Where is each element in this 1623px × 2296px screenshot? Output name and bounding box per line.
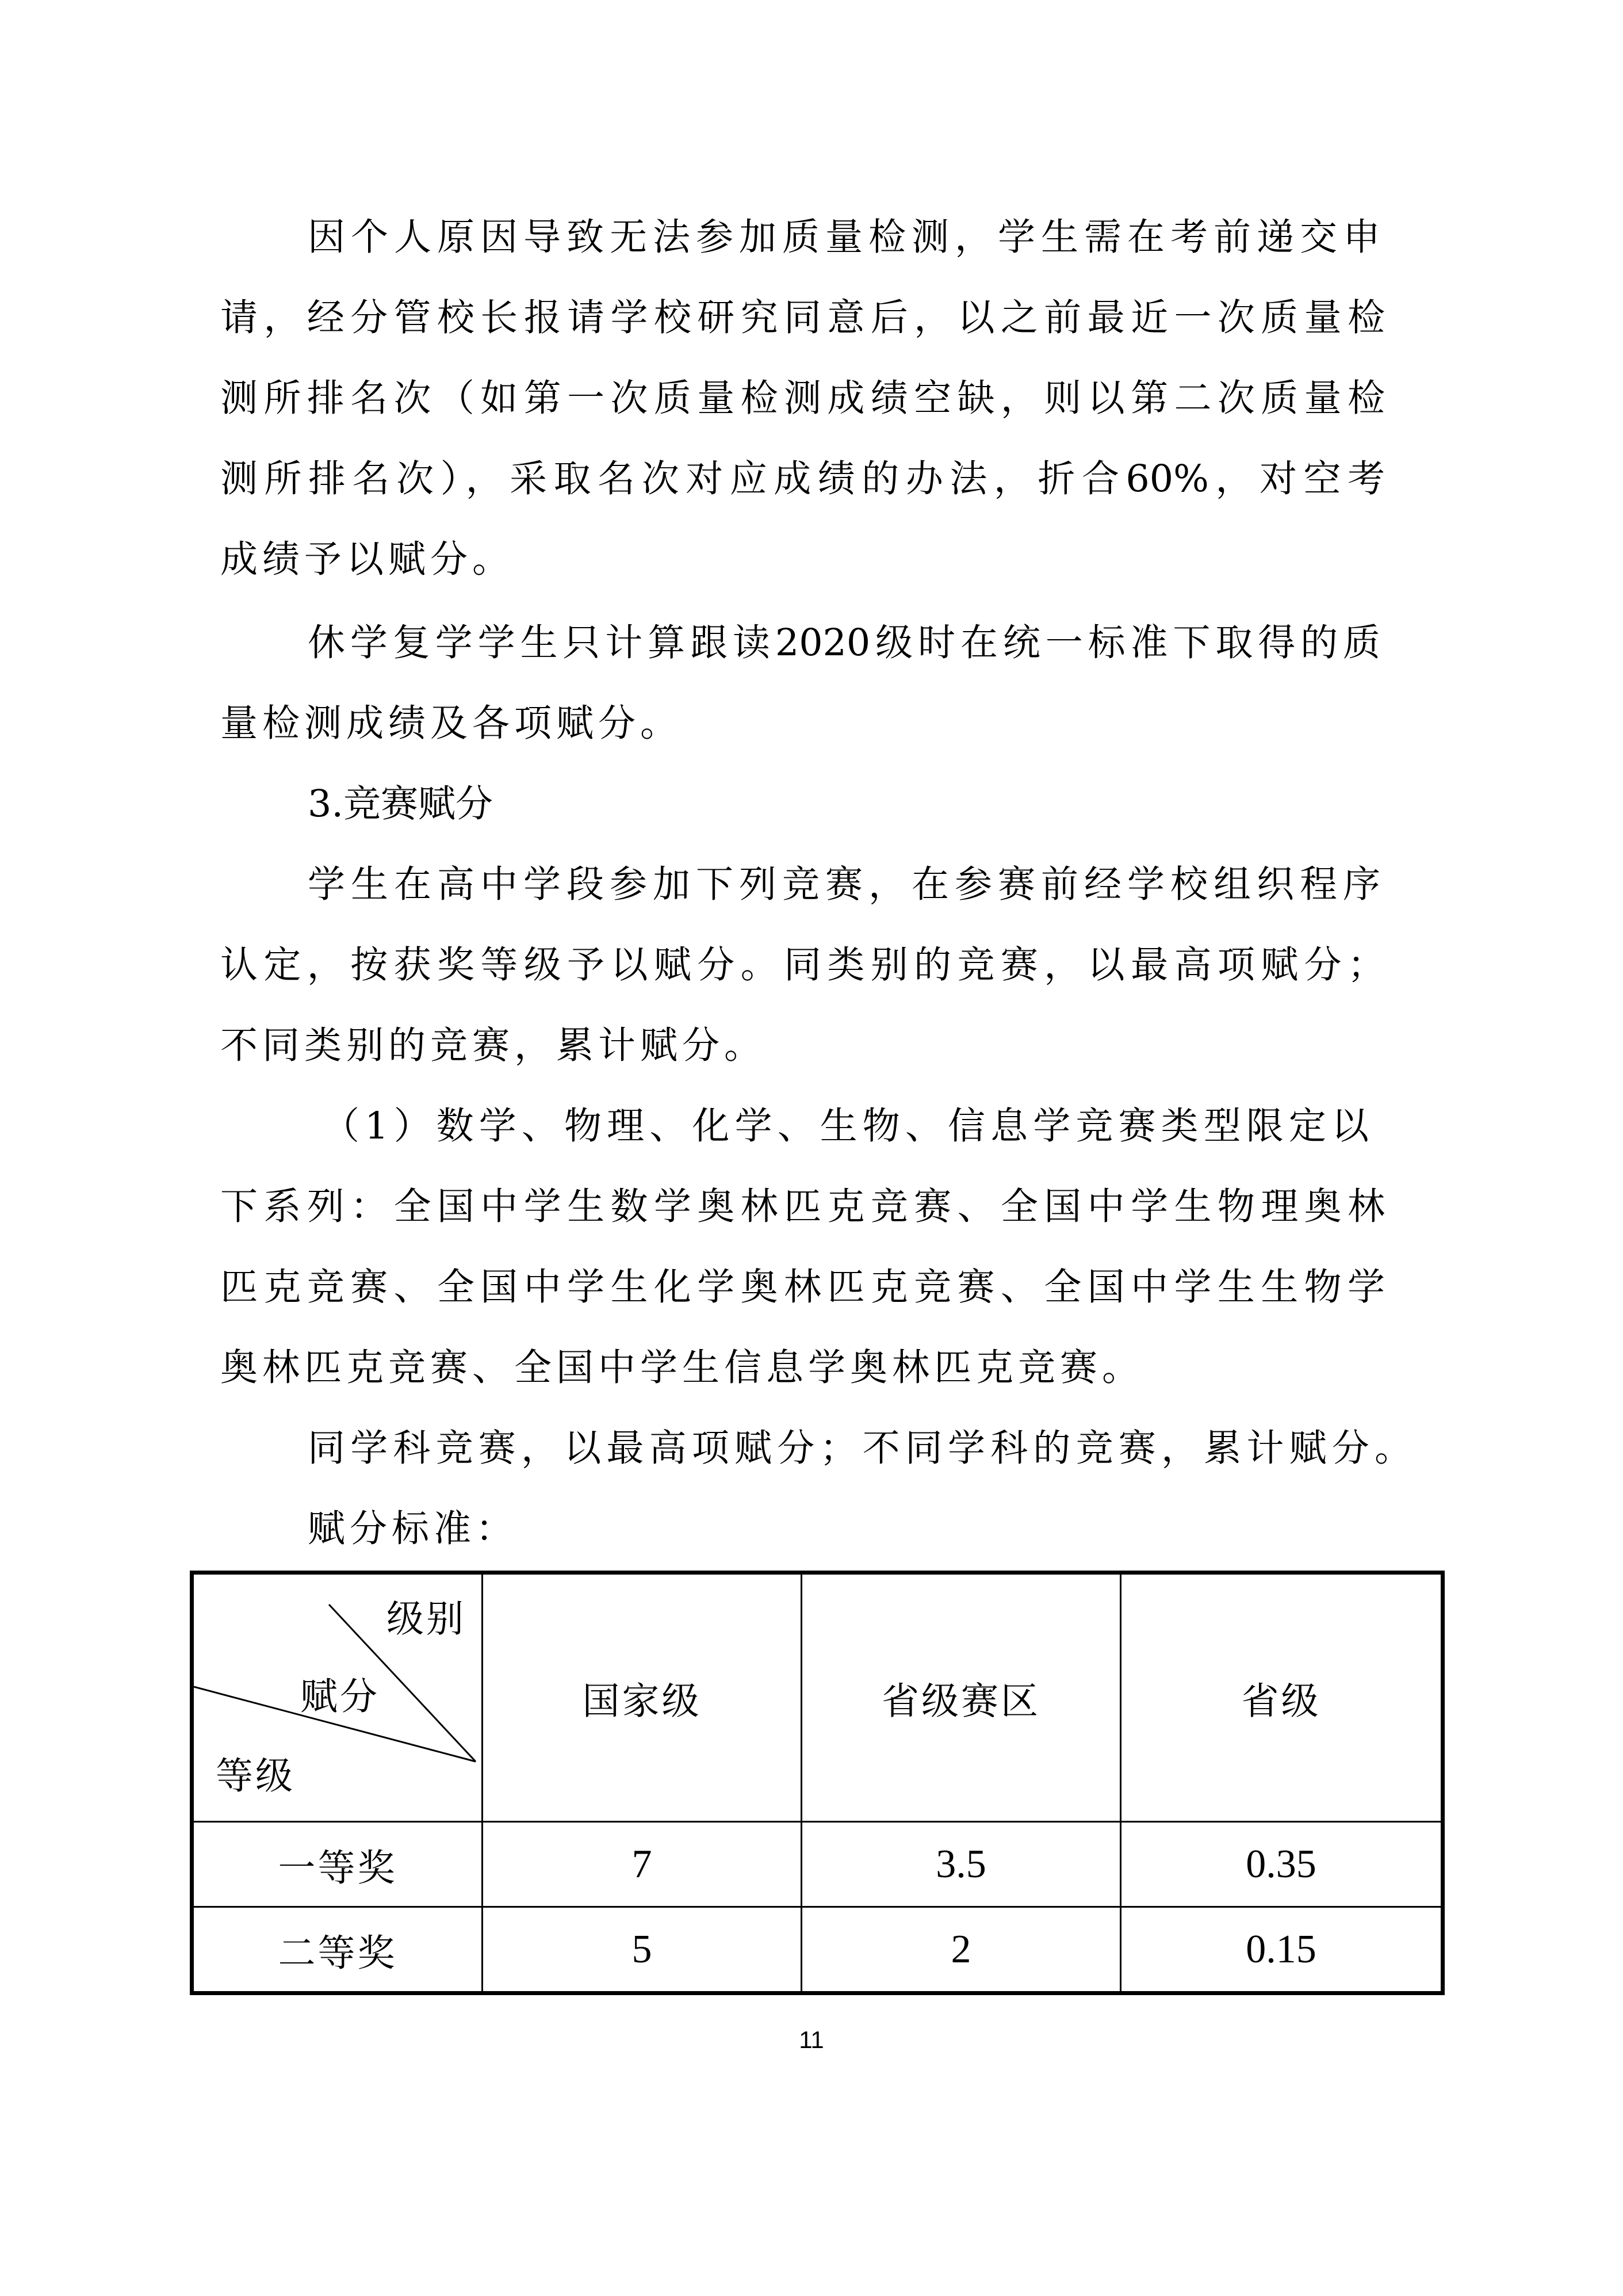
- page-number: 11: [799, 2026, 824, 2053]
- score-table: [190, 1571, 1445, 1995]
- table-row: [192, 1907, 1443, 1993]
- text-line: 匹克竞赛、全国中学生化学奥林匹克竞赛、全国中学生生物学: [220, 1266, 1385, 1309]
- row-axis-label: 等级: [216, 1755, 296, 1798]
- text-line: 同学科竞赛，以最高项赋分；不同学科的竞赛，累计赋分。: [308, 1427, 1412, 1470]
- value-axis-label: 赋分: [300, 1675, 380, 1718]
- table-row: [192, 1822, 1443, 1907]
- text-line: 奥林匹克竞赛、全国中学生信息学奥林匹克竞赛。: [220, 1346, 1144, 1389]
- text-line: 赋分标准：: [308, 1507, 518, 1550]
- text-line: 学生在高中学段参加下列竞赛，在参赛前经学校组织程序: [308, 863, 1380, 906]
- table-cell: 2: [802, 1907, 1121, 1993]
- diagonal-header-cell: [192, 1573, 483, 1822]
- table-cell: 0.35: [1121, 1822, 1443, 1907]
- text-line: 量检测成绩及各项赋分。: [220, 702, 683, 745]
- text-line: 测所排名次），采取名次对应成绩的办法，折合60%，对空考: [220, 457, 1385, 501]
- row-label: 二等奖: [192, 1907, 483, 1993]
- section-heading: 3.竞赛赋分: [308, 782, 493, 826]
- text-line: 认定，按获奖等级予以赋分。同类别的竞赛，以最高项赋分；: [220, 943, 1385, 987]
- table-header-row: [192, 1573, 1443, 1822]
- text-line: 测所排名次（如第一次质量检测成绩空缺，则以第二次质量检: [220, 377, 1385, 420]
- column-header: 国家级: [483, 1573, 802, 1822]
- text-line: 请，经分管校长报请学校研究同意后，以之前最近一次质量检: [220, 296, 1385, 339]
- text-line: 休学复学学生只计算跟读2020级时在统一标准下取得的质: [308, 621, 1380, 664]
- table-cell: 7: [483, 1822, 802, 1907]
- table-cell: 5: [483, 1907, 802, 1993]
- text-line: 因个人原因导致无法参加质量检测，学生需在考前递交申: [308, 216, 1380, 259]
- column-header: 省级: [1121, 1573, 1443, 1822]
- text-line: 下系列：全国中学生数学奥林匹克竞赛、全国中学生物理奥林: [220, 1185, 1385, 1228]
- text-line: 不同类别的竞赛，累计赋分。: [220, 1024, 767, 1067]
- text-line: （1）数学、物理、化学、生物、信息学竞赛类型限定以: [322, 1105, 1369, 1148]
- row-label: 一等奖: [192, 1822, 483, 1907]
- table-cell: 3.5: [802, 1822, 1121, 1907]
- text-line: 成绩予以赋分。: [220, 538, 515, 581]
- column-header: 省级赛区: [802, 1573, 1121, 1822]
- table-cell: 0.15: [1121, 1907, 1443, 1993]
- column-axis-label: 级别: [386, 1598, 466, 1641]
